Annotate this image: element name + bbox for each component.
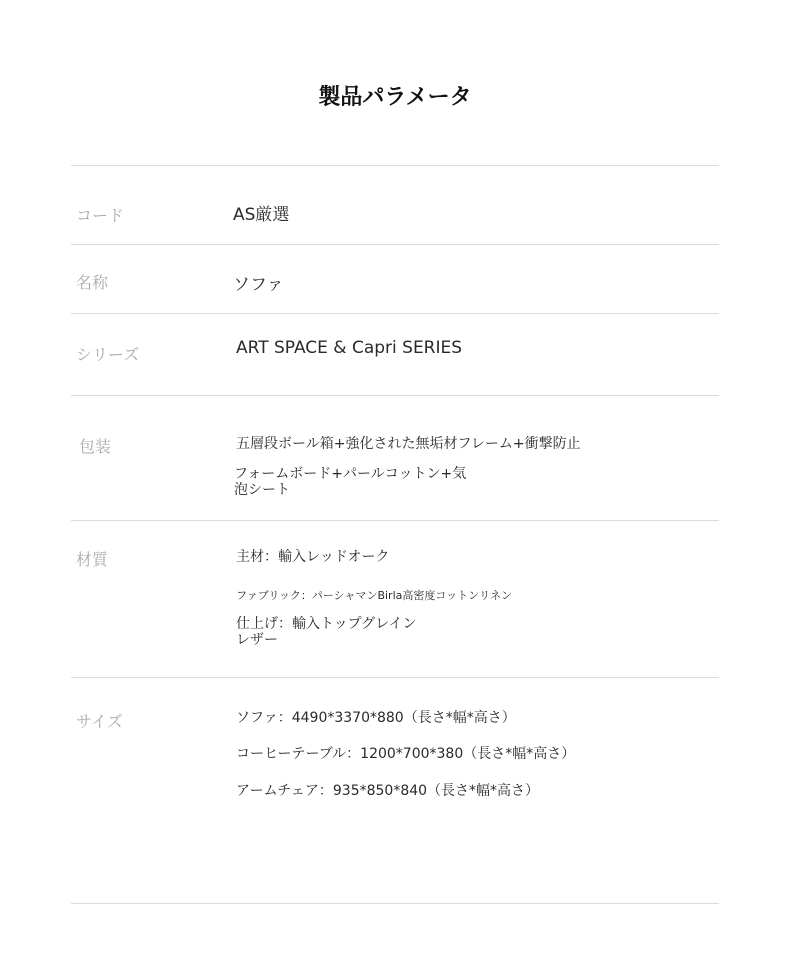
size-line-2: コーヒーテーブル：1200*700*380（長さ*幅*高さ） <box>236 746 576 762</box>
material-line-1: 主材：輸入レッドオーク <box>236 549 390 565</box>
divider <box>71 313 719 314</box>
divider <box>71 520 719 521</box>
code-value: AS厳選 <box>233 205 290 225</box>
divider <box>71 677 719 678</box>
code-label: コード <box>76 206 125 225</box>
size-label: サイズ <box>76 712 123 731</box>
package-line-1: 五層段ボール箱+強化された無垢材フレーム+衝撃防止 <box>236 436 581 452</box>
material-line-3: 仕上げ：輸入トップグレイン <box>236 616 417 632</box>
series-label: シリーズ <box>76 345 140 364</box>
package-line-2: フォームボード+パールコットン+気 <box>234 466 467 482</box>
divider <box>71 165 719 166</box>
series-value: ART SPACE & Capri SERIES <box>236 338 463 358</box>
package-label: 包装 <box>79 437 112 456</box>
size-line-3: アームチェア：935*850*840（長さ*幅*高さ） <box>236 783 540 799</box>
material-label: 材質 <box>76 550 109 569</box>
divider <box>71 395 719 396</box>
name-label: 名称 <box>76 273 109 292</box>
material-line-2: ファブリック：パーシャマンBirla高密度コットンリネン <box>236 589 512 602</box>
material-line-4: レザー <box>236 632 278 648</box>
package-line-3: 泡シート <box>234 482 290 498</box>
page-title: 製品パラメータ <box>318 85 472 110</box>
name-value: ソファ <box>233 275 284 295</box>
divider <box>71 903 719 904</box>
divider <box>71 244 719 245</box>
size-line-1: ソファ：4490*3370*880（長さ*幅*高さ） <box>236 710 516 726</box>
